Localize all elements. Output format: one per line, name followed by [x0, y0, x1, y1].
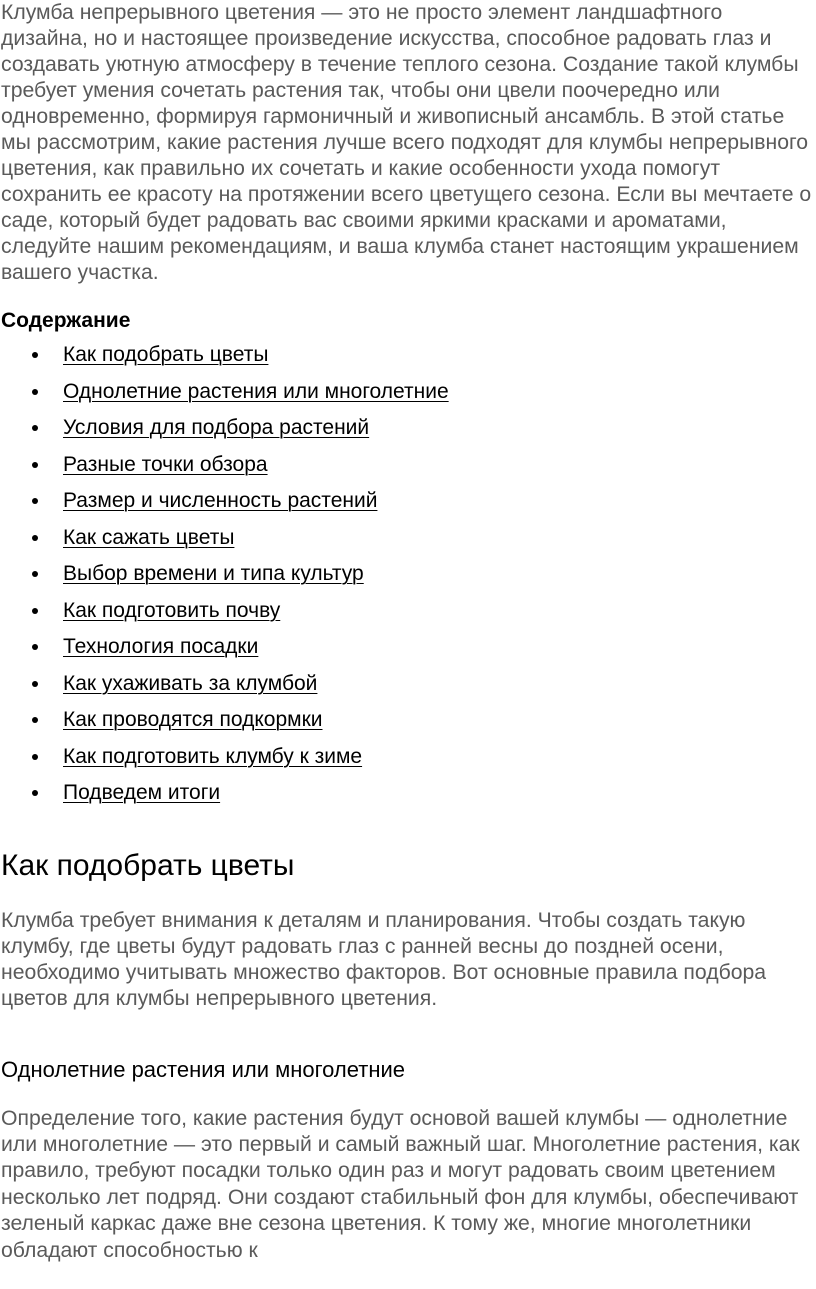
toc-item: [1, 452, 814, 489]
bullet-icon: [32, 571, 38, 577]
toc-item: [1, 561, 814, 598]
toc-link-summary[interactable]: Подведем итоги: [63, 781, 221, 804]
toc-item: [1, 525, 814, 562]
bullet-icon: [32, 717, 38, 723]
bullet-icon: [32, 644, 38, 650]
toc-link-annual-or-perennial[interactable]: Однолетние растения или многолетние: [63, 379, 449, 403]
toc-link-planting-technology[interactable]: Технология посадки: [63, 635, 259, 658]
toc-item: [1, 598, 814, 635]
toc-link-care[interactable]: Как ухаживать за клумбой: [63, 671, 318, 695]
toc-link-conditions[interactable]: Условия для подбора растений: [63, 416, 370, 439]
toc-item: [1, 634, 814, 671]
toc-item: [1, 780, 814, 817]
toc-link-viewpoints[interactable]: Разные точки обзора: [63, 452, 268, 476]
toc-link-winter-prep[interactable]: Как подготовить клумбу к зиме: [63, 744, 363, 768]
toc-item: [1, 415, 814, 452]
bullet-icon: [32, 389, 38, 395]
toc-item: [1, 671, 814, 708]
table-of-contents: [1, 342, 814, 817]
toc-item: [1, 744, 814, 781]
bullet-icon: [32, 754, 38, 760]
toc-item: [1, 379, 814, 416]
subsection-heading-annual-or-perennial: Однолетние растения или многолетние: [1, 1056, 405, 1082]
bullet-icon: [32, 535, 38, 541]
section-paragraph-choose-flowers: Клумба требует внимания к деталям и планирования. Чтобы создать такую клумбу, где цветы будут радовать глаз с ранней весны до поздней осени, необходимо учитывать множество факторов. Вот основные правила подбора цветов для клумбы непрерывного цветения.: [1, 908, 767, 1010]
toc-link-how-to-plant[interactable]: Как сажать цветы: [63, 525, 235, 549]
toc-link-size-and-count[interactable]: Размер и численность растений: [63, 489, 378, 512]
bullet-icon: [32, 608, 38, 614]
bullet-icon: [32, 425, 38, 431]
subsection-paragraph-annual-or-perennial: Определение того, какие растения будут основой вашей клумбы — однолетние или многолетние — это первый и самый важный шаг. Многолетние растения, как правило, требуют посадки только один раз и могут радовать своим цветением несколько лет подряд. Они создают стабильный фон для клумбы, обеспечивают зеленый каркас даже вне сезона цветения. К тому же, многие многолетники обладают способностью к: [1, 1106, 800, 1262]
toc-link-timing-and-crops[interactable]: Выбор времени и типа культур: [63, 562, 364, 585]
section-heading-choose-flowers: Как подобрать цветы: [1, 848, 295, 882]
bullet-icon: [32, 352, 38, 358]
toc-link-feeding[interactable]: Как проводятся подкормки: [63, 708, 323, 731]
intro-paragraph: Клумба непрерывного цветения — это не просто элемент ландшафтного дизайна, но и настоящее произведение искусства, способное радовать глаз и создавать уютную атмосферу в течение теплого сезона. Создание такой клумбы требует умения сочетать растения так, чтобы они цвели поочередно или одновременно, формируя гармоничный и живописный ансамбль. В этой статье мы рассмотрим, какие растения лучше всего подходят для клумбы непрерывного цветения, как правильно их сочетать и какие особенности ухода помогут сохранить ее красоту на протяжении всего цветущего сезона. Если вы мечтаете о саде, который будет радовать вас своими яркими красками и ароматами, следуйте нашим рекомендациям, и ваша клумба станет настоящим украшением вашего участка.: [1, 1, 812, 284]
bullet-icon: [32, 462, 38, 468]
bullet-icon: [32, 498, 38, 504]
toc-item: [1, 707, 814, 744]
bullet-icon: [32, 790, 38, 796]
toc-item: [1, 488, 814, 525]
bullet-icon: [32, 681, 38, 687]
toc-link-choose-flowers[interactable]: Как подобрать цветы: [63, 343, 269, 366]
toc-item: [1, 342, 814, 379]
toc-heading: Содержание: [1, 309, 131, 332]
toc-link-prepare-soil[interactable]: Как подготовить почву: [63, 598, 281, 622]
